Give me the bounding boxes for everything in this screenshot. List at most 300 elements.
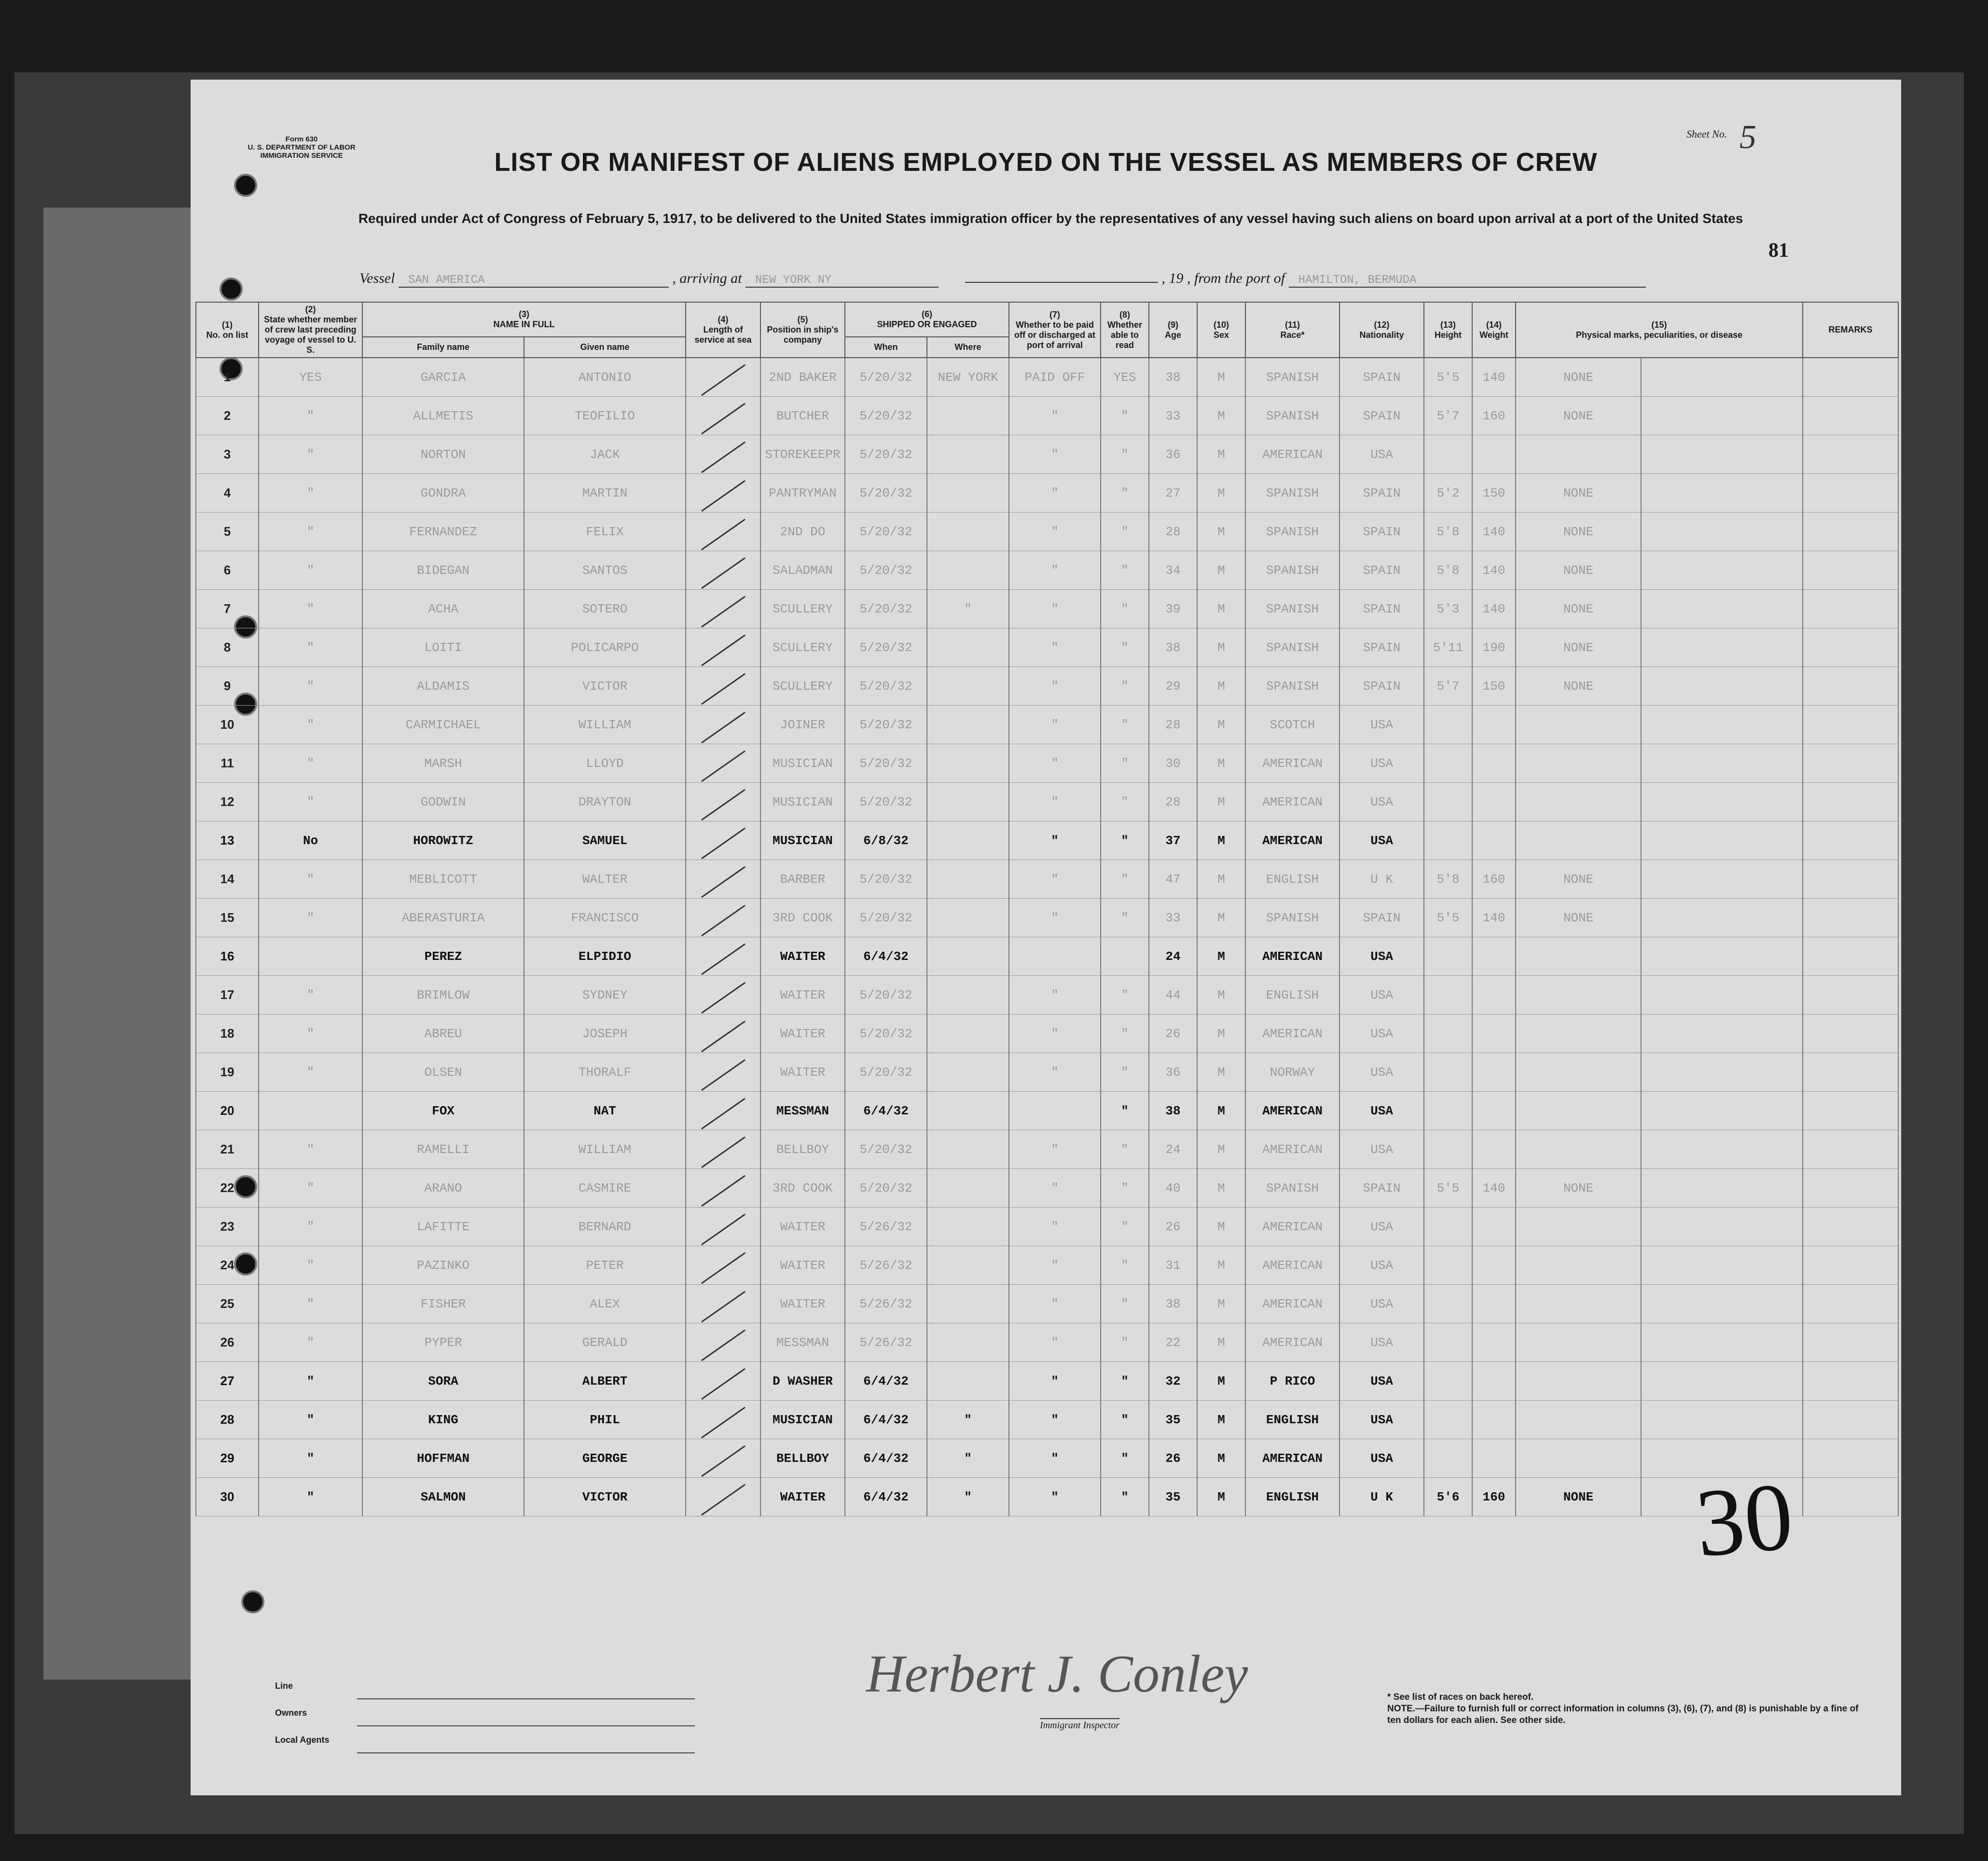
age-cell: 35 xyxy=(1149,1478,1197,1516)
weight-cell: 140 xyxy=(1472,590,1516,628)
remarks-cell xyxy=(1803,1285,1898,1323)
row-number: 19 xyxy=(196,1053,259,1092)
height-cell xyxy=(1424,783,1472,821)
family-name-cell: ABERASTURIA xyxy=(362,899,524,937)
prev-voyage-cell: " xyxy=(259,976,362,1014)
check-slash-mark xyxy=(701,518,746,550)
handwritten-tally: 30 xyxy=(1691,1462,1797,1578)
race-cell: AMERICAN xyxy=(1245,1092,1339,1130)
sex-cell: M xyxy=(1197,860,1245,899)
service-length-cell xyxy=(686,1246,760,1285)
shipped-where-cell xyxy=(927,860,1009,899)
table-row xyxy=(196,899,1898,937)
physical-marks-cell xyxy=(1516,1092,1641,1130)
shipped-where-cell xyxy=(927,1053,1009,1092)
nationality-cell: USA xyxy=(1339,744,1424,783)
table-row xyxy=(196,551,1898,590)
shipped-when-cell: 6/4/32 xyxy=(845,1401,927,1439)
shipped-where-cell: " xyxy=(927,1478,1009,1516)
service-length-cell xyxy=(686,821,760,860)
check-slash-mark xyxy=(701,1252,746,1284)
family-name-cell: OLSEN xyxy=(362,1053,524,1092)
family-name-cell: MARSH xyxy=(362,744,524,783)
able-to-read-cell: " xyxy=(1101,1323,1149,1362)
height-cell: 5'5 xyxy=(1424,899,1472,937)
height-cell xyxy=(1424,937,1472,976)
remarks-cell xyxy=(1803,628,1898,667)
position-cell: BELLBOY xyxy=(760,1130,845,1169)
row-number: 25 xyxy=(196,1285,259,1323)
shipped-where-cell xyxy=(927,937,1009,976)
sex-cell: M xyxy=(1197,937,1245,976)
prev-voyage-cell: " xyxy=(259,435,362,474)
check-slash-mark xyxy=(701,1136,746,1168)
nationality-cell: SPAIN xyxy=(1339,667,1424,706)
weight-cell xyxy=(1472,1323,1516,1362)
check-slash-mark xyxy=(701,1059,746,1091)
nationality-cell: USA xyxy=(1339,1053,1424,1092)
race-cell: ENGLISH xyxy=(1245,860,1339,899)
shipped-where-cell xyxy=(927,628,1009,667)
physical-marks-cell: NONE xyxy=(1516,551,1641,590)
remarks-cell xyxy=(1803,1053,1898,1092)
family-name-cell: PAZINKO xyxy=(362,1246,524,1285)
table-row xyxy=(196,513,1898,551)
race-cell: SPANISH xyxy=(1245,358,1339,397)
race-cell: AMERICAN xyxy=(1245,783,1339,821)
shipped-where-cell xyxy=(927,744,1009,783)
nationality-cell: SPAIN xyxy=(1339,899,1424,937)
position-cell: MESSMAN xyxy=(760,1323,845,1362)
sheet-number-label: Sheet No. xyxy=(1686,128,1727,140)
given-name-cell: SOTERO xyxy=(524,590,686,628)
remarks-cell xyxy=(1803,937,1898,976)
weight-cell: 160 xyxy=(1472,1478,1516,1516)
physical-marks-cell xyxy=(1516,706,1641,744)
able-to-read-cell: " xyxy=(1101,1478,1149,1516)
able-to-read-cell: " xyxy=(1101,1208,1149,1246)
physical-marks-cell xyxy=(1516,435,1641,474)
prev-voyage-cell: " xyxy=(259,474,362,513)
family-name-cell: KING xyxy=(362,1401,524,1439)
age-cell: 37 xyxy=(1149,821,1197,860)
sex-cell: M xyxy=(1197,1285,1245,1323)
col-service-length-header: (4) Length of service at sea xyxy=(686,302,760,358)
physical-marks-extra-cell xyxy=(1641,397,1803,435)
prev-voyage-cell: " xyxy=(259,1246,362,1285)
paid-off-cell xyxy=(1009,937,1101,976)
row-number: 24 xyxy=(196,1246,259,1285)
family-name-cell: ALDAMIS xyxy=(362,667,524,706)
physical-marks-extra-cell xyxy=(1641,474,1803,513)
family-name-cell: RAMELLI xyxy=(362,1130,524,1169)
paid-off-cell: " xyxy=(1009,1246,1101,1285)
shipped-where-cell xyxy=(927,976,1009,1014)
shipped-where-cell: " xyxy=(927,1401,1009,1439)
shipped-when-cell: 6/8/32 xyxy=(845,821,927,860)
check-slash-mark xyxy=(701,750,746,782)
family-name-cell: GONDRA xyxy=(362,474,524,513)
sex-cell: M xyxy=(1197,1014,1245,1053)
prev-voyage-cell: " xyxy=(259,397,362,435)
nationality-cell: USA xyxy=(1339,1208,1424,1246)
paid-off-cell: " xyxy=(1009,1323,1101,1362)
row-number: 22 xyxy=(196,1169,259,1208)
height-cell xyxy=(1424,1208,1472,1246)
remarks-cell xyxy=(1803,860,1898,899)
table-row xyxy=(196,1208,1898,1246)
family-name-cell: NORTON xyxy=(362,435,524,474)
prev-voyage-cell: " xyxy=(259,1169,362,1208)
shipped-when-cell: 5/20/32 xyxy=(845,435,927,474)
service-length-cell xyxy=(686,1362,760,1401)
able-to-read-cell: " xyxy=(1101,628,1149,667)
background-sheet-edge xyxy=(43,208,207,1680)
remarks-cell xyxy=(1803,1439,1898,1478)
position-cell: PANTRYMAN xyxy=(760,474,845,513)
shipped-when-cell: 5/20/32 xyxy=(845,513,927,551)
physical-marks-cell: NONE xyxy=(1516,628,1641,667)
service-length-cell xyxy=(686,1014,760,1053)
able-to-read-cell: " xyxy=(1101,744,1149,783)
paid-off-cell: " xyxy=(1009,513,1101,551)
from-port: HAMILTON, BERMUDA xyxy=(1289,274,1646,288)
remarks-cell xyxy=(1803,1014,1898,1053)
service-length-cell xyxy=(686,1169,760,1208)
col-read-header: (8) Whether able to read xyxy=(1101,302,1149,358)
paid-off-cell: " xyxy=(1009,628,1101,667)
able-to-read-cell: " xyxy=(1101,821,1149,860)
page-number: 81 xyxy=(1768,239,1789,262)
position-cell: JOINER xyxy=(760,706,845,744)
remarks-cell xyxy=(1803,1323,1898,1362)
service-length-cell xyxy=(686,860,760,899)
family-name-cell: PYPER xyxy=(362,1323,524,1362)
position-cell: WAITER xyxy=(760,1014,845,1053)
nationality-cell: USA xyxy=(1339,1092,1424,1130)
race-cell: AMERICAN xyxy=(1245,435,1339,474)
race-cell: AMERICAN xyxy=(1245,744,1339,783)
row-number: 4 xyxy=(196,474,259,513)
nationality-cell: SPAIN xyxy=(1339,397,1424,435)
physical-marks-extra-cell xyxy=(1641,551,1803,590)
given-name-cell: NAT xyxy=(524,1092,686,1130)
given-name-cell: VICTOR xyxy=(524,1478,686,1516)
col-marks-header: (15) Physical marks, peculiarities, or disease xyxy=(1516,302,1803,358)
sex-cell: M xyxy=(1197,551,1245,590)
weight-cell xyxy=(1472,1208,1516,1246)
age-cell: 40 xyxy=(1149,1169,1197,1208)
age-cell: 24 xyxy=(1149,937,1197,976)
shipped-where-cell xyxy=(927,667,1009,706)
table-row xyxy=(196,976,1898,1014)
given-name-cell: TEOFILIO xyxy=(524,397,686,435)
remarks-cell xyxy=(1803,513,1898,551)
shipped-where-cell xyxy=(927,706,1009,744)
footnote-penalty: NOTE.—Failure to furnish full or correct information in columns (3), (6), (7), and (8) is punishable by a fine of ten dollars for each alien. See other side. xyxy=(1387,1704,1859,1725)
able-to-read-cell: " xyxy=(1101,783,1149,821)
able-to-read-cell: " xyxy=(1101,1246,1149,1285)
check-slash-mark xyxy=(701,596,746,627)
paid-off-cell: " xyxy=(1009,1439,1101,1478)
physical-marks-extra-cell xyxy=(1641,1092,1803,1130)
sex-cell: M xyxy=(1197,976,1245,1014)
given-name-cell: ANTONIO xyxy=(524,358,686,397)
family-name-cell: ABREU xyxy=(362,1014,524,1053)
col-height-header: (13) Height xyxy=(1424,302,1472,358)
shipped-where-cell xyxy=(927,551,1009,590)
paid-off-cell: " xyxy=(1009,1362,1101,1401)
check-slash-mark xyxy=(701,1368,746,1400)
weight-cell xyxy=(1472,783,1516,821)
table-row xyxy=(196,667,1898,706)
age-cell: 31 xyxy=(1149,1246,1197,1285)
given-name-cell: PHIL xyxy=(524,1401,686,1439)
row-number: 1 xyxy=(196,358,259,397)
physical-marks-extra-cell xyxy=(1641,628,1803,667)
check-slash-mark xyxy=(701,480,746,512)
position-cell: MUSICIAN xyxy=(760,744,845,783)
physical-marks-cell xyxy=(1516,1130,1641,1169)
shipped-where-cell xyxy=(927,1130,1009,1169)
remarks-cell xyxy=(1803,358,1898,397)
check-slash-mark xyxy=(701,1175,746,1207)
family-name-cell: LAFITTE xyxy=(362,1208,524,1246)
sex-cell: M xyxy=(1197,474,1245,513)
family-name-cell: ARANO xyxy=(362,1169,524,1208)
height-cell xyxy=(1424,706,1472,744)
department-name: U. S. DEPARTMENT OF LABOR xyxy=(248,143,356,152)
shipped-when-cell: 5/20/32 xyxy=(845,860,927,899)
physical-marks-extra-cell xyxy=(1641,1169,1803,1208)
height-cell: 5'8 xyxy=(1424,860,1472,899)
shipped-when-cell: 6/4/32 xyxy=(845,937,927,976)
table-row xyxy=(196,744,1898,783)
family-name-cell: SORA xyxy=(362,1362,524,1401)
prev-voyage-cell: " xyxy=(259,513,362,551)
prev-voyage-cell: " xyxy=(259,1285,362,1323)
shipped-when-cell: 5/20/32 xyxy=(845,628,927,667)
physical-marks-extra-cell xyxy=(1641,1285,1803,1323)
table-row xyxy=(196,474,1898,513)
paid-off-cell: " xyxy=(1009,474,1101,513)
shipped-when-cell: 5/20/32 xyxy=(845,667,927,706)
nationality-cell: USA xyxy=(1339,1130,1424,1169)
height-cell xyxy=(1424,1285,1472,1323)
physical-marks-cell: NONE xyxy=(1516,397,1641,435)
vessel-info-line xyxy=(359,270,1646,288)
prev-voyage-cell: No xyxy=(259,821,362,860)
table-row xyxy=(196,937,1898,976)
owners-field: Owners xyxy=(275,1699,695,1726)
footer-fields xyxy=(275,1672,695,1753)
prev-voyage-cell: " xyxy=(259,1053,362,1092)
shipped-when-cell: 6/4/32 xyxy=(845,1478,927,1516)
able-to-read-cell: " xyxy=(1101,474,1149,513)
nationality-cell: USA xyxy=(1339,1323,1424,1362)
row-number: 5 xyxy=(196,513,259,551)
sex-cell: M xyxy=(1197,821,1245,860)
shipped-when-cell: 5/20/32 xyxy=(845,899,927,937)
physical-marks-cell xyxy=(1516,821,1641,860)
nationality-cell: SPAIN xyxy=(1339,590,1424,628)
check-slash-mark xyxy=(701,827,746,859)
shipped-where-cell xyxy=(927,513,1009,551)
document-title: LIST OR MANIFEST OF ALIENS EMPLOYED ON THE VESSEL AS MEMBERS OF CREW xyxy=(494,148,1598,177)
physical-marks-cell xyxy=(1516,1362,1641,1401)
service-length-cell xyxy=(686,976,760,1014)
race-cell: SPANISH xyxy=(1245,590,1339,628)
prev-voyage-cell: " xyxy=(259,1208,362,1246)
nationality-cell: SPAIN xyxy=(1339,513,1424,551)
age-cell: 44 xyxy=(1149,976,1197,1014)
able-to-read-cell: " xyxy=(1101,513,1149,551)
weight-cell: 150 xyxy=(1472,474,1516,513)
row-number: 28 xyxy=(196,1401,259,1439)
weight-cell xyxy=(1472,1401,1516,1439)
service-length-cell xyxy=(686,783,760,821)
sex-cell: M xyxy=(1197,590,1245,628)
position-cell: WAITER xyxy=(760,1285,845,1323)
service-length-cell xyxy=(686,590,760,628)
document-subtitle: Required under Act of Congress of February 5, 1917, to be delivered to the United States immigration officer by the representatives of any vessel having such aliens on board upon arrival at a port of the United States xyxy=(358,211,1743,226)
race-cell: AMERICAN xyxy=(1245,1130,1339,1169)
inspector-signature: Herbert J. Conley xyxy=(866,1644,1248,1703)
family-name-cell: HOROWITZ xyxy=(362,821,524,860)
table-row xyxy=(196,397,1898,435)
race-cell: AMERICAN xyxy=(1245,1246,1339,1285)
given-name-cell: ALBERT xyxy=(524,1362,686,1401)
paid-off-cell: " xyxy=(1009,1053,1101,1092)
paid-off-cell xyxy=(1009,1092,1101,1130)
table-row xyxy=(196,1401,1898,1439)
family-name-cell: MEBLICOTT xyxy=(362,860,524,899)
family-name-cell: ACHA xyxy=(362,590,524,628)
race-cell: SPANISH xyxy=(1245,551,1339,590)
family-name-cell: CARMICHAEL xyxy=(362,706,524,744)
arriving-port: NEW YORK NY xyxy=(746,274,939,288)
family-name-cell: GARCIA xyxy=(362,358,524,397)
nationality-cell: USA xyxy=(1339,783,1424,821)
physical-marks-cell: NONE xyxy=(1516,513,1641,551)
weight-cell: 160 xyxy=(1472,397,1516,435)
paid-off-cell: " xyxy=(1009,860,1101,899)
position-cell: 2ND BAKER xyxy=(760,358,845,397)
race-cell: SPANISH xyxy=(1245,667,1339,706)
age-cell: 24 xyxy=(1149,1130,1197,1169)
able-to-read-cell: " xyxy=(1101,1130,1149,1169)
punch-hole xyxy=(220,278,243,301)
race-cell: AMERICAN xyxy=(1245,1285,1339,1323)
able-to-read-cell: " xyxy=(1101,551,1149,590)
remarks-cell xyxy=(1803,976,1898,1014)
weight-cell: 140 xyxy=(1472,899,1516,937)
race-cell: SPANISH xyxy=(1245,513,1339,551)
position-cell: MUSICIAN xyxy=(760,1401,845,1439)
remarks-cell xyxy=(1803,1401,1898,1439)
paid-off-cell: " xyxy=(1009,551,1101,590)
remarks-cell xyxy=(1803,1092,1898,1130)
family-name-cell: BRIMLOW xyxy=(362,976,524,1014)
position-cell: 3RD COOK xyxy=(760,1169,845,1208)
col-when-header: When xyxy=(845,337,927,358)
shipped-where-cell xyxy=(927,1208,1009,1246)
physical-marks-cell xyxy=(1516,783,1641,821)
sex-cell: M xyxy=(1197,1401,1245,1439)
prev-voyage-cell xyxy=(259,937,362,976)
service-length-cell xyxy=(686,1439,760,1478)
row-number: 7 xyxy=(196,590,259,628)
physical-marks-extra-cell xyxy=(1641,513,1803,551)
age-cell: 27 xyxy=(1149,474,1197,513)
age-cell: 28 xyxy=(1149,706,1197,744)
remarks-cell xyxy=(1803,1246,1898,1285)
service-length-cell xyxy=(686,899,760,937)
table-row xyxy=(196,628,1898,667)
nationality-cell: U K xyxy=(1339,860,1424,899)
position-cell: WAITER xyxy=(760,1478,845,1516)
able-to-read-cell: " xyxy=(1101,1014,1149,1053)
physical-marks-extra-cell xyxy=(1641,1323,1803,1362)
physical-marks-cell: NONE xyxy=(1516,899,1641,937)
table-row xyxy=(196,783,1898,821)
vessel-name: SAN AMERICA xyxy=(399,274,669,288)
given-name-cell: SANTOS xyxy=(524,551,686,590)
race-cell: AMERICAN xyxy=(1245,821,1339,860)
position-cell: MUSICIAN xyxy=(760,821,845,860)
race-cell: AMERICAN xyxy=(1245,1439,1339,1478)
footnote xyxy=(1387,1692,1870,1726)
punch-hole xyxy=(241,1590,264,1613)
remarks-cell xyxy=(1803,821,1898,860)
height-cell: 5'3 xyxy=(1424,590,1472,628)
height-cell: 5'5 xyxy=(1424,358,1472,397)
race-cell: ENGLISH xyxy=(1245,1478,1339,1516)
shipped-where-cell xyxy=(927,1246,1009,1285)
nationality-cell: SPAIN xyxy=(1339,474,1424,513)
table-row xyxy=(196,1323,1898,1362)
position-cell: BARBER xyxy=(760,860,845,899)
physical-marks-extra-cell xyxy=(1641,783,1803,821)
height-cell xyxy=(1424,1323,1472,1362)
position-cell: STOREKEEPR xyxy=(760,435,845,474)
prev-voyage-cell: " xyxy=(259,1401,362,1439)
shipped-when-cell: 5/26/32 xyxy=(845,1285,927,1323)
given-name-cell: ELPIDIO xyxy=(524,937,686,976)
crew-manifest-table xyxy=(195,302,1899,1516)
line-field: Line xyxy=(275,1672,695,1699)
nationality-cell: SPAIN xyxy=(1339,358,1424,397)
sex-cell: M xyxy=(1197,1130,1245,1169)
age-cell: 33 xyxy=(1149,899,1197,937)
paid-off-cell: PAID OFF xyxy=(1009,358,1101,397)
height-cell xyxy=(1424,1130,1472,1169)
check-slash-mark xyxy=(701,1020,746,1052)
nationality-cell: USA xyxy=(1339,937,1424,976)
check-slash-mark xyxy=(701,1406,746,1438)
service-length-cell xyxy=(686,358,760,397)
able-to-read-cell: " xyxy=(1101,706,1149,744)
height-cell xyxy=(1424,976,1472,1014)
physical-marks-extra-cell xyxy=(1641,937,1803,976)
shipped-where-cell xyxy=(927,1014,1009,1053)
race-cell: SPANISH xyxy=(1245,1169,1339,1208)
able-to-read-cell xyxy=(1101,937,1149,976)
shipped-where-cell xyxy=(927,474,1009,513)
sex-cell: M xyxy=(1197,1439,1245,1478)
shipped-where-cell xyxy=(927,821,1009,860)
given-name-cell: GERALD xyxy=(524,1323,686,1362)
